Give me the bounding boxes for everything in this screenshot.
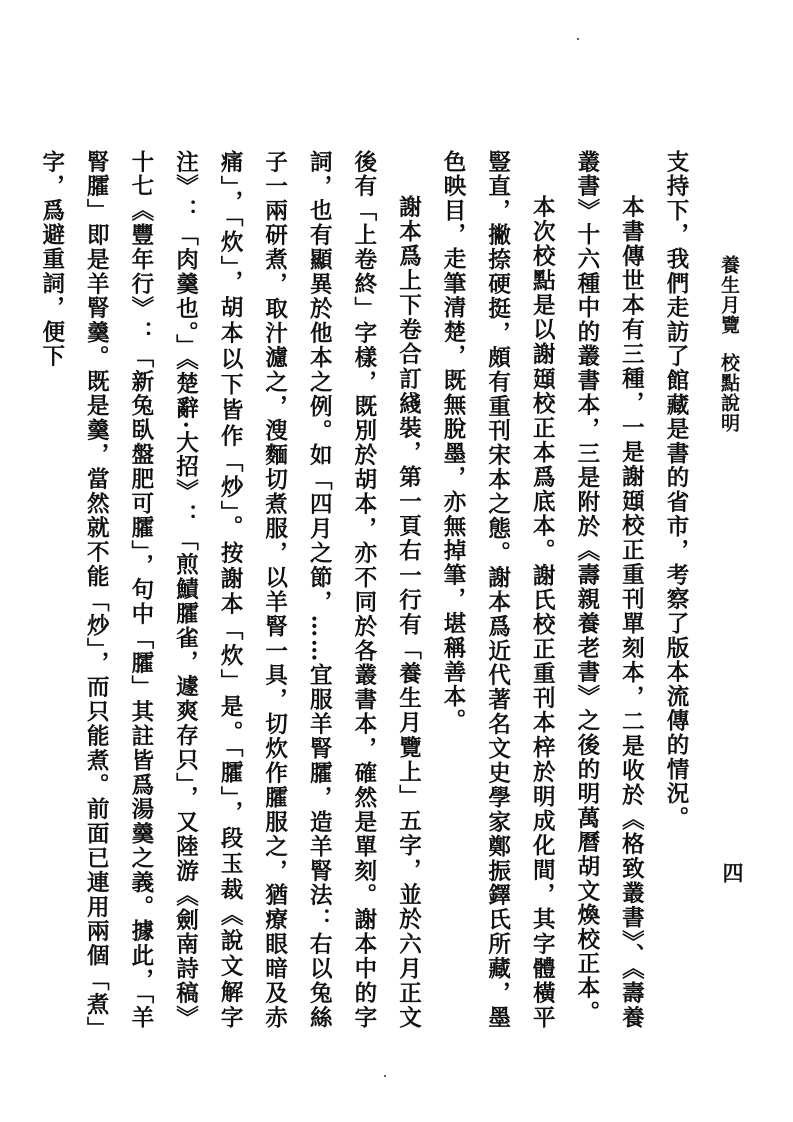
scan-speck <box>384 1075 386 1077</box>
paragraph-2: 本書傳世本有三種，一是謝頲校正重刊單刻本，二是收於《格致叢書》、《壽養叢書》十六種中的叢書本，三是附於《壽親養老書》之後的明萬曆胡文煥校正本。 <box>573 150 645 1030</box>
paragraph-1: 支持下，我們走訪了館藏是書的省市，考察了版本流傳的情況。 <box>663 150 689 831</box>
running-header <box>718 255 740 433</box>
section-title: 校點說明 <box>718 353 740 433</box>
scan-speck <box>577 38 579 40</box>
page-number: 四 <box>720 862 745 883</box>
paragraph-4: 謝本爲上下卷合訂綫裝，第一頁右一行有「養生月覽上」五字，並於六月正文後有「上卷終」字樣，既別於胡本，亦不同於各叢書本，確然是單刻。謝本中的字詞，也有顯異於他本之例。如「四月之節，……宜服羊腎臛，造羊腎法：右以兔絲子一兩研煮，取汁濾之，溲麵切煮服，以羊腎一具，切炊作臛服之，猶療眼暗及赤痛」，「炊」，胡本以下皆作「炒」。按謝本「炊」是。「臛」，段玉裁《說文解字注》：「肉羹也。」《楚辭·大招》：「煎鰿臛雀，遽爽存只」，又陸游《劍南詩稿》十七《豐年行》：「新兔臥盤肥可臛」，句中「臛」其註皆爲湯羹之義。據此，「羊腎臛」即是羊腎羹。既是羹，當然就不能「炒」，而只能煮。前面已連用兩個「煮」字，爲避重詞，便下 <box>38 150 422 1030</box>
body-text <box>38 150 698 1030</box>
book-title: 養生月覽 <box>718 255 740 335</box>
paragraph-3: 本次校點是以謝頲校正本爲底本。謝氏校正重刊本梓於明成化間，其字體橫平豎直，撇捺硬挺，頗有重刊宋本之態。謝本爲近代著名文史學家鄭振鐸氏所藏，墨色映目，走筆清楚，既無脫墨，亦無掉筆，堪稱善本。 <box>440 150 556 1030</box>
